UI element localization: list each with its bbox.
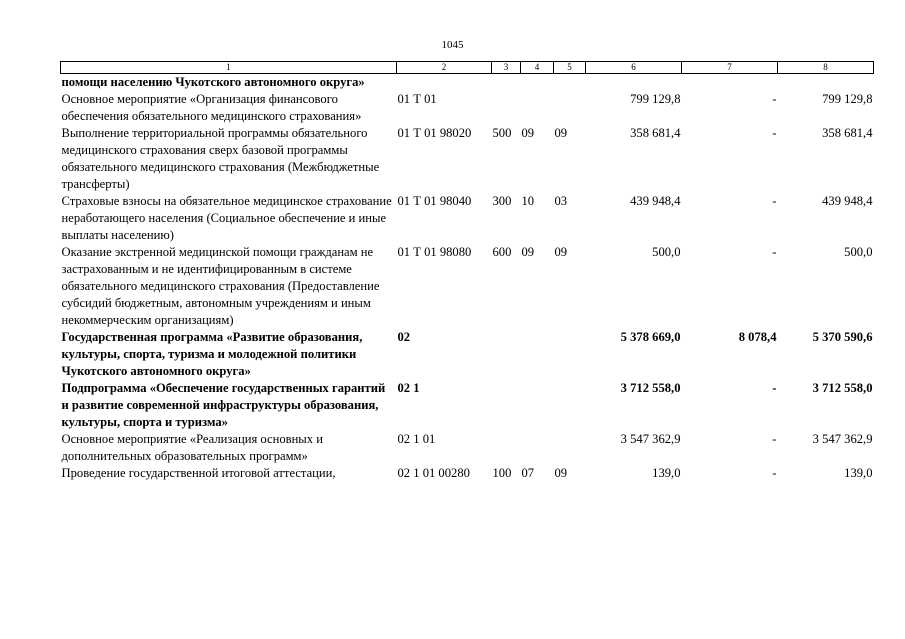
target-article-code: 02 1 bbox=[397, 381, 420, 395]
amount-col7: - bbox=[772, 126, 777, 140]
table-row bbox=[61, 74, 874, 92]
table-row bbox=[61, 329, 874, 380]
section-code bbox=[521, 380, 554, 431]
subsection-code: 03 bbox=[554, 194, 568, 208]
expense-type-code: 500 bbox=[492, 126, 512, 140]
subsection-code: 09 bbox=[554, 466, 568, 480]
amount-col7: 8 078,4 bbox=[738, 330, 777, 344]
section-code: 09 bbox=[521, 245, 535, 259]
section-code bbox=[521, 431, 554, 465]
expense-type-code bbox=[492, 329, 521, 380]
amount-col6: 3 547 362,9 bbox=[620, 432, 681, 446]
amount-col6: 5 378 669,0 bbox=[620, 330, 681, 344]
column-number: 1 bbox=[61, 62, 397, 74]
table-row bbox=[61, 193, 874, 244]
table-body bbox=[61, 74, 874, 483]
column-number-row bbox=[61, 62, 874, 74]
budget-table bbox=[60, 61, 874, 482]
column-number: 5 bbox=[554, 62, 586, 74]
amount-col7: - bbox=[772, 245, 777, 259]
expense-type-code bbox=[492, 91, 521, 125]
amount-col8: 799 129,8 bbox=[822, 92, 873, 106]
table-row bbox=[61, 244, 874, 329]
table-row bbox=[61, 465, 874, 482]
subsection-code bbox=[554, 380, 586, 431]
amount-col7: - bbox=[772, 381, 777, 395]
subsection-code: 09 bbox=[554, 126, 568, 140]
table-row bbox=[61, 380, 874, 431]
row-name: Подпрограмма «Обеспечение государственных гарантий и развитие современной инфраструктуры образования, культуры, спорта и туризма» bbox=[61, 381, 386, 429]
subsection-code bbox=[554, 91, 586, 125]
column-number: 3 bbox=[492, 62, 521, 74]
row-name: Оказание экстренной медицинской помощи гражданам не застрахованным и не идентифицированным в системе обязательного медицинского страхования (Предоставление субсидий бюджетным, автономным учреждениям и иным некоммерческим организациям) bbox=[61, 245, 380, 327]
amount-col7: - bbox=[772, 432, 777, 446]
row-name: Страховые взносы на обязательное медицинское страхование неработающего населения (Социальное обеспечение и иные выплаты населению) bbox=[61, 194, 392, 242]
row-name: Основное мероприятие «Организация финансового обеспечения обязательного медицинского страхования» bbox=[61, 92, 362, 123]
amount-col8: 139,0 bbox=[844, 466, 873, 480]
amount-col6: 799 129,8 bbox=[630, 92, 681, 106]
subsection-code bbox=[554, 329, 586, 380]
amount-col7: - bbox=[772, 466, 777, 480]
amount-col8: 3 712 558,0 bbox=[812, 381, 873, 395]
amount-col6: 500,0 bbox=[652, 245, 681, 259]
amount-col8 bbox=[778, 74, 874, 92]
section-code bbox=[521, 329, 554, 380]
column-number: 2 bbox=[397, 62, 492, 74]
amount-col7: - bbox=[772, 92, 777, 106]
amount-col8: 3 547 362,9 bbox=[812, 432, 873, 446]
target-article-code: 02 bbox=[397, 330, 411, 344]
amount-col7 bbox=[682, 74, 778, 92]
row-name: помощи населению Чукотского автономного округа» bbox=[61, 75, 365, 89]
expense-type-code bbox=[492, 380, 521, 431]
expense-type-code bbox=[492, 74, 521, 92]
target-article-code: 01 Т 01 98020 bbox=[397, 126, 472, 140]
target-article-code: 02 1 01 bbox=[397, 432, 436, 446]
amount-col7: - bbox=[772, 194, 777, 208]
target-article-code: 02 1 01 00280 bbox=[397, 466, 470, 480]
subsection-code: 09 bbox=[554, 245, 568, 259]
amount-col6: 139,0 bbox=[652, 466, 681, 480]
target-article-code: 01 Т 01 98080 bbox=[397, 245, 472, 259]
expense-type-code: 300 bbox=[492, 194, 512, 208]
section-code: 09 bbox=[521, 126, 535, 140]
section-code: 07 bbox=[521, 466, 535, 480]
row-name: Государственная программа «Развитие образования, культуры, спорта, туризма и молодежной политики Чукотского автономного округа» bbox=[61, 330, 363, 378]
row-name: Проведение государственной итоговой аттестации, bbox=[61, 466, 336, 480]
row-name: Выполнение территориальной программы обязательного медицинского страхования сверх базовой программы обязательного медицинского страхования (Межбюджетные трансферты) bbox=[61, 126, 380, 191]
amount-col6: 3 712 558,0 bbox=[620, 381, 681, 395]
expense-type-code: 100 bbox=[492, 466, 512, 480]
table-row bbox=[61, 125, 874, 193]
section-code: 10 bbox=[521, 194, 535, 208]
column-number: 7 bbox=[682, 62, 778, 74]
amount-col8: 439 948,4 bbox=[822, 194, 873, 208]
target-article-code: 01 Т 01 bbox=[397, 92, 437, 106]
subsection-code bbox=[554, 431, 586, 465]
subsection-code bbox=[554, 74, 586, 92]
column-number: 6 bbox=[586, 62, 682, 74]
amount-col8: 5 370 590,6 bbox=[812, 330, 873, 344]
amount-col8: 500,0 bbox=[844, 245, 873, 259]
page-number: 1045 bbox=[441, 39, 464, 51]
target-article-code bbox=[397, 74, 492, 92]
amount-col6: 358 681,4 bbox=[630, 126, 681, 140]
section-code bbox=[521, 91, 554, 125]
table-row bbox=[61, 91, 874, 125]
expense-type-code: 600 bbox=[492, 245, 512, 259]
amount-col6 bbox=[586, 74, 682, 92]
column-number: 4 bbox=[521, 62, 554, 74]
expense-type-code bbox=[492, 431, 521, 465]
table-row bbox=[61, 431, 874, 465]
amount-col8: 358 681,4 bbox=[822, 126, 873, 140]
row-name: Основное мероприятие «Реализация основных и дополнительных образовательных программ» bbox=[61, 432, 323, 463]
amount-col6: 439 948,4 bbox=[630, 194, 681, 208]
section-code bbox=[521, 74, 554, 92]
target-article-code: 01 Т 01 98040 bbox=[397, 194, 472, 208]
column-number: 8 bbox=[778, 62, 874, 74]
